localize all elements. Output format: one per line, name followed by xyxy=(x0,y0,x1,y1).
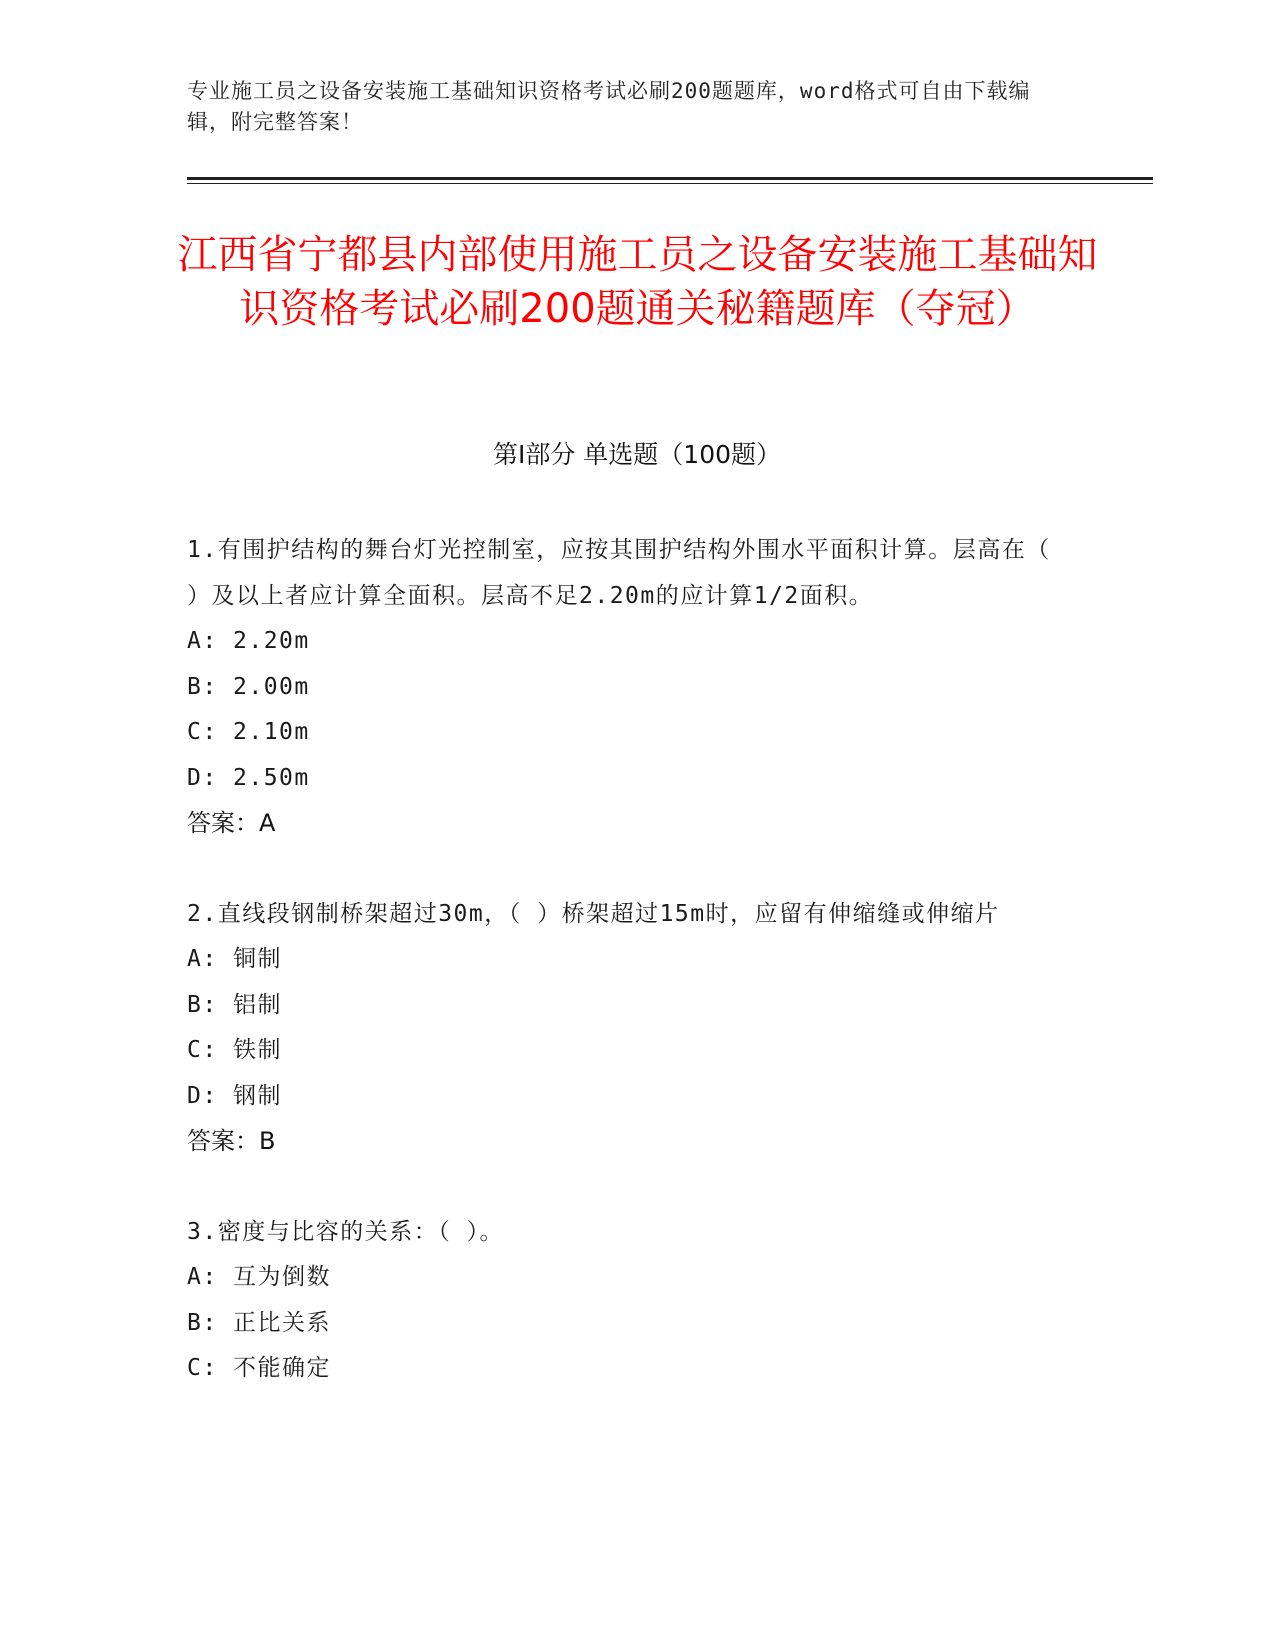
option-key: B: xyxy=(187,673,218,700)
option-a xyxy=(187,619,1067,665)
answer-line: 答案：A xyxy=(187,809,276,837)
option-b xyxy=(187,1301,1067,1347)
option-key: B: xyxy=(187,991,218,1018)
option-c xyxy=(187,710,1067,756)
option-text: 不能确定 xyxy=(233,1355,331,1381)
question-stem: 1.有围护结构的舞台灯光控制室，应按其围护结构外围水平面积计算。层高在（ ）及以上者应计算全面积。层高不足2.20m的应计算1/2面积。 xyxy=(187,537,1051,609)
option-a xyxy=(187,1255,1067,1301)
option-c xyxy=(187,1346,1067,1392)
option-text: 钢制 xyxy=(233,1082,282,1109)
answer-line: 答案：B xyxy=(187,1127,276,1155)
option-text: 铝制 xyxy=(233,991,282,1018)
option-c xyxy=(187,1028,1067,1074)
option-key: D: xyxy=(187,1082,218,1109)
question-stem: 2.直线段钢制桥架超过30m，（ ）桥架超过15m时，应留有伸缩缝或伸缩片 xyxy=(187,900,1000,927)
question-3 xyxy=(187,1210,1067,1392)
option-key: C: xyxy=(187,719,218,745)
option-key: A: xyxy=(187,946,218,972)
option-b xyxy=(187,665,1067,711)
question-stem: 3.密度与比容的关系：（ ）。 xyxy=(187,1218,505,1245)
option-d xyxy=(187,1074,1067,1120)
option-b xyxy=(187,983,1067,1029)
option-a xyxy=(187,937,1067,983)
option-text: 铜制 xyxy=(233,946,282,972)
header-note: 专业施工员之设备安装施工基础知识资格考试必刷200题题库，word格式可自由下载编辑，附完整答案！ xyxy=(187,79,1031,134)
option-key: B: xyxy=(187,1309,218,1336)
option-text: 2.10m xyxy=(233,719,310,745)
option-key: A: xyxy=(187,1264,218,1290)
option-text: 互为倒数 xyxy=(233,1264,331,1290)
option-text: 正比关系 xyxy=(233,1309,331,1336)
option-key: D: xyxy=(187,764,218,791)
option-key: C: xyxy=(187,1355,218,1381)
option-text: 2.00m xyxy=(233,673,310,700)
document-title: 江西省宁都县内部使用施工员之设备安装施工基础知识资格考试必刷200题通关秘籍题库（夺冠） xyxy=(177,232,1098,332)
header-divider-thick xyxy=(187,177,1153,180)
header-divider-thin xyxy=(187,183,1153,184)
option-text: 2.20m xyxy=(233,628,310,654)
option-key: C: xyxy=(187,1037,218,1063)
question-2 xyxy=(187,892,1067,1165)
option-key: A: xyxy=(187,628,218,654)
option-text: 铁制 xyxy=(233,1037,282,1063)
section-heading: 第Ⅰ部分 单选题（100题） xyxy=(492,440,782,469)
option-text: 2.50m xyxy=(233,764,310,791)
question-list xyxy=(187,528,1067,1437)
option-d xyxy=(187,756,1067,802)
question-1 xyxy=(187,528,1067,847)
